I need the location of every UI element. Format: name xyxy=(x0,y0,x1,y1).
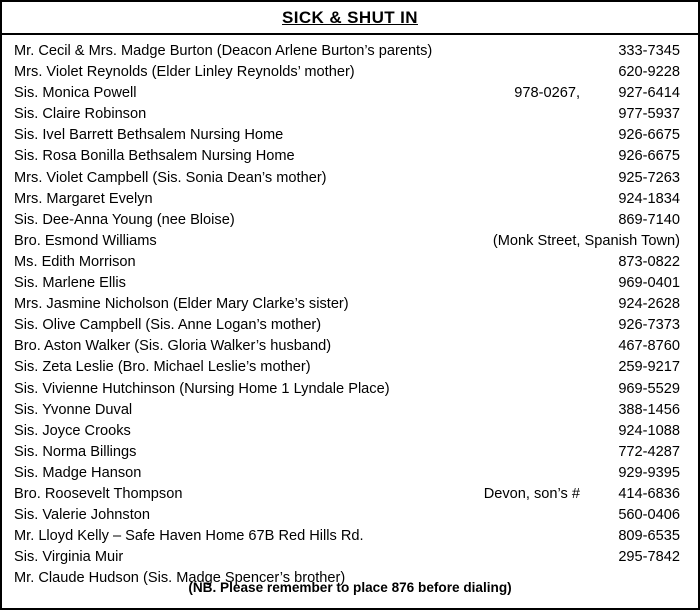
contact-name: Mrs. Violet Campbell (Sis. Sonia Dean’s mother) xyxy=(14,169,327,186)
contact-name: Mrs. Margaret Evelyn xyxy=(14,190,153,207)
contact-phone: 969-0401 xyxy=(618,275,680,292)
contact-name: Mr. Claude Hudson (Sis. Madge Spencer’s brother) xyxy=(14,570,346,587)
contact-name: Sis. Vivienne Hutchinson (Nursing Home 1 Lyndale Place) xyxy=(14,380,390,397)
contact-row xyxy=(14,41,686,62)
contact-row xyxy=(14,146,686,167)
contact-phone: 414-6836 xyxy=(618,485,680,502)
contact-row xyxy=(14,83,686,104)
contact-row xyxy=(14,231,686,252)
contact-name: Sis. Dee-Anna Young (nee Bloise) xyxy=(14,211,235,228)
contact-name: Bro. Aston Walker (Sis. Gloria Walker’s husband) xyxy=(14,338,332,355)
contact-name: Sis. Norma Billings xyxy=(14,443,137,460)
contact-address-note: (Monk Street, Spanish Town) xyxy=(492,232,680,249)
contact-name: Sis. Valerie Johnston xyxy=(14,507,151,524)
title-divider xyxy=(2,33,698,35)
contact-secondary-note: 978-0267, xyxy=(514,85,580,102)
contact-name: Mrs. Jasmine Nicholson (Elder Mary Clarke’s sister) xyxy=(14,296,349,313)
contact-phone: 772-4287 xyxy=(618,443,680,460)
contact-phone: 259-9217 xyxy=(618,359,680,376)
contact-row xyxy=(14,442,686,463)
contact-phone: 560-0406 xyxy=(618,507,680,524)
contact-phone: 809-6535 xyxy=(618,528,680,545)
contact-name: Bro. Esmond Williams xyxy=(14,232,157,249)
contact-name: Sis. Claire Robinson xyxy=(14,106,147,123)
contact-name: Sis. Yvonne Duval xyxy=(14,401,133,418)
contact-list xyxy=(2,41,698,589)
contact-phone: 467-8760 xyxy=(618,338,680,355)
contact-phone: 926-7373 xyxy=(618,317,680,334)
contact-row xyxy=(14,210,686,231)
contact-phone: 927-6414 xyxy=(618,85,680,102)
contact-row xyxy=(14,315,686,336)
contact-row xyxy=(14,505,686,526)
contact-phone: 929-9395 xyxy=(618,464,680,481)
page-title: SICK & SHUT IN xyxy=(282,8,418,27)
contact-row xyxy=(14,421,686,442)
contact-row xyxy=(14,463,686,484)
contact-row xyxy=(14,252,686,273)
contact-phone: 926-6675 xyxy=(618,148,680,165)
contact-phone: 295-7842 xyxy=(618,549,680,566)
contact-name: Sis. Zeta Leslie (Bro. Michael Leslie’s mother) xyxy=(14,359,311,376)
contact-phone: 924-1834 xyxy=(618,190,680,207)
contact-phone: 926-6675 xyxy=(618,127,680,144)
contact-row xyxy=(14,189,686,210)
contact-row xyxy=(14,526,686,547)
contact-name: Bro. Roosevelt Thompson xyxy=(14,485,183,502)
contact-name: Mrs. Violet Reynolds (Elder Linley Reynolds’ mother) xyxy=(14,64,355,81)
contact-secondary-note: Devon, son’s # xyxy=(483,485,580,502)
contact-name: Sis. Ivel Barrett Bethsalem Nursing Home xyxy=(14,127,284,144)
contact-name: Sis. Olive Campbell (Sis. Anne Logan’s mother) xyxy=(14,317,322,334)
contact-phone: 620-9228 xyxy=(618,64,680,81)
contact-row xyxy=(14,168,686,189)
contact-name: Sis. Monica Powell xyxy=(14,85,137,102)
contact-row xyxy=(14,547,686,568)
contact-row xyxy=(14,400,686,421)
contact-row xyxy=(14,357,686,378)
contact-name: Sis. Joyce Crooks xyxy=(14,422,131,439)
contact-name: Sis. Madge Hanson xyxy=(14,464,142,481)
contact-phone: 388-1456 xyxy=(618,401,680,418)
contact-phone: 873-0822 xyxy=(618,253,680,270)
contact-row xyxy=(14,104,686,125)
contact-row xyxy=(14,336,686,357)
contact-phone: 333-7345 xyxy=(618,43,680,59)
contact-name: Mr. Lloyd Kelly – Safe Haven Home 67B Red Hills Rd. xyxy=(14,528,364,545)
contact-name: Sis. Rosa Bonilla Bethsalem Nursing Home xyxy=(14,148,295,165)
contact-phone: 869-7140 xyxy=(618,211,680,228)
contact-phone: 977-5937 xyxy=(618,106,680,123)
contact-phone: 924-1088 xyxy=(618,422,680,439)
contact-row xyxy=(14,62,686,83)
contact-phone: 924-2628 xyxy=(618,296,680,313)
contact-row xyxy=(14,125,686,146)
contact-phone: 925-7263 xyxy=(618,169,680,186)
contact-name: Sis. Virginia Muir xyxy=(14,549,124,566)
footer-note: (NB. Please remember to place 876 before dialing) xyxy=(188,580,512,595)
title-bar xyxy=(2,2,698,33)
contact-row xyxy=(14,294,686,315)
contact-phone: 969-5529 xyxy=(618,380,680,397)
contact-row xyxy=(14,484,686,505)
contact-row xyxy=(14,379,686,400)
contact-name: Mr. Cecil & Mrs. Madge Burton (Deacon Arlene Burton’s parents) xyxy=(14,43,433,59)
contact-row xyxy=(14,273,686,294)
contact-name: Ms. Edith Morrison xyxy=(14,253,136,270)
contact-name: Sis. Marlene Ellis xyxy=(14,275,126,292)
